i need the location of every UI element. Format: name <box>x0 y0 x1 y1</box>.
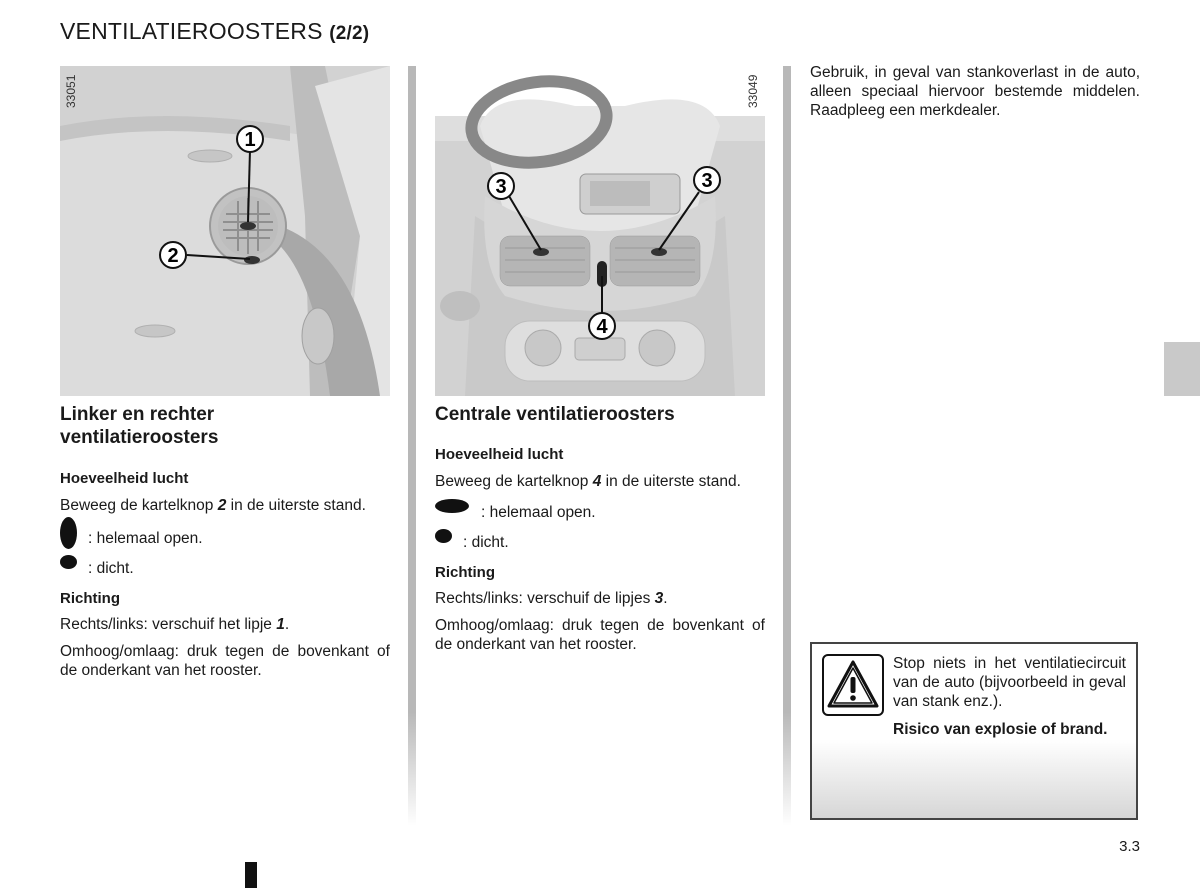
center-subheading-direction: Richting <box>435 564 495 581</box>
left-subheading-airflow: Hoeveelheid lucht <box>60 470 189 487</box>
side-vent-photo <box>60 66 390 396</box>
warning-triangle-icon <box>822 654 884 716</box>
callout-3-right: 3 <box>701 170 713 192</box>
photo-code-center: 33049 <box>746 74 760 108</box>
page-title <box>60 18 369 45</box>
left-heading: Linker en rechter ventilatieroosters <box>60 404 219 448</box>
left-direction-1-pre: Rechts/links: verschuif het lipje <box>60 616 277 633</box>
page-number: 3.3 <box>1119 838 1140 855</box>
center-open-row <box>435 497 765 525</box>
central-vent-illustration <box>435 66 765 396</box>
center-direction-1-num: 3 <box>654 590 664 607</box>
center-instruction-post: in de uiterste stand. <box>601 473 741 490</box>
left-open-label: : helemaal open. <box>88 530 203 547</box>
center-closed-row <box>435 529 765 553</box>
center-instruction-num: 4 <box>592 473 602 490</box>
right-note: Gebruik, in geval van stankoverlast in de auto, alleen speciaal hiervoor bestemde middelen. Raadpleeg een merkdealer. <box>810 64 1140 119</box>
center-instruction-pre: Beweeg de kartelknop <box>435 473 593 490</box>
warning-bold: Risico van explosie of brand. <box>893 721 1108 738</box>
left-direction-1-post: . <box>284 616 290 633</box>
chapter-tab <box>1164 342 1200 396</box>
title-page-ref: (2/2) <box>329 23 370 44</box>
vent-open-icon <box>60 517 77 549</box>
left-closed-row <box>60 555 390 579</box>
warning-box <box>810 642 1138 820</box>
left-direction-2: Omhoog/omlaag: druk tegen de bovenkant of de onderkant van het rooster. <box>60 643 390 679</box>
callout-3-left: 3 <box>495 176 507 198</box>
left-subheading-direction: Richting <box>60 590 120 607</box>
central-vent-photo <box>435 66 765 396</box>
left-instruction-pre: Beweeg de kartelknop <box>60 497 218 514</box>
center-subheading-airflow: Hoeveelheid lucht <box>435 446 564 463</box>
callout-2: 2 <box>167 245 179 267</box>
center-direction-1 <box>435 589 765 608</box>
center-instruction <box>435 472 765 491</box>
left-column <box>60 403 390 680</box>
vent-open-horizontal-icon <box>435 499 469 513</box>
left-direction-1-num: 1 <box>276 616 285 633</box>
center-direction-2: Omhoog/omlaag: druk tegen de bovenkant of de onderkant van het rooster. <box>435 617 765 653</box>
left-instruction-num: 2 <box>217 497 227 514</box>
left-instruction <box>60 496 390 515</box>
callout-1: 1 <box>244 129 256 151</box>
center-direction-1-post: . <box>663 590 668 607</box>
left-open-row <box>60 519 390 551</box>
warning-text: Stop niets in het ventilatiecircuit van de auto (bijvoorbeeld in geval van stank enz.). <box>893 655 1126 710</box>
center-column <box>435 403 765 654</box>
center-closed-label: : dicht. <box>463 534 509 551</box>
photo-code-left: 33051 <box>64 74 78 108</box>
column-divider-left <box>408 66 416 826</box>
column-divider-right <box>783 66 791 826</box>
title-text: VENTILATIEROOSTERS <box>60 18 323 44</box>
center-direction-1-pre: Rechts/links: verschuif de lipjes <box>435 590 655 607</box>
vent-closed-center-icon <box>435 529 452 543</box>
footer-mark <box>245 862 257 888</box>
callout-4: 4 <box>596 316 608 338</box>
vent-closed-icon <box>60 555 77 569</box>
center-heading: Centrale ventilatieroosters <box>435 404 675 425</box>
left-instruction-post: in de uiterste stand. <box>226 497 366 514</box>
side-vent-illustration <box>60 66 390 396</box>
left-closed-label: : dicht. <box>88 560 134 577</box>
center-open-label: : helemaal open. <box>481 504 596 521</box>
left-direction-1 <box>60 615 390 634</box>
